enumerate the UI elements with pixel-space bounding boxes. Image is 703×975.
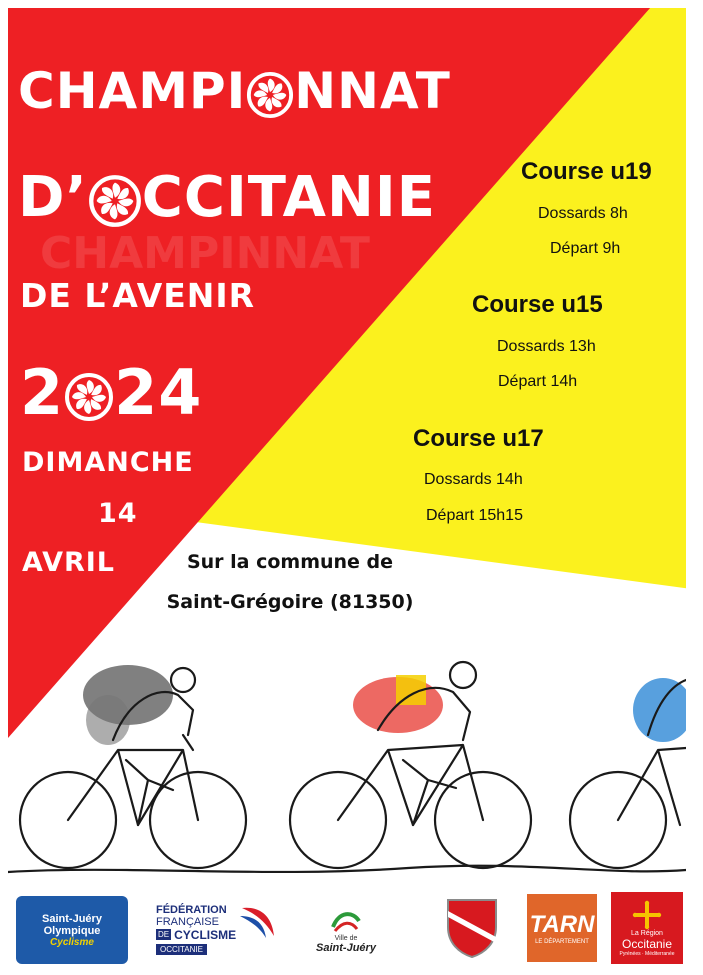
- course-u17-name: Course u17: [413, 425, 544, 452]
- wheel-o-icon: [88, 174, 142, 228]
- ville-logo: Ville de Saint-Juéry: [306, 896, 386, 964]
- course-u15-bibs: Dossards 13h: [497, 338, 596, 355]
- tarn-logo: TARN LE DÉPARTEMENT: [527, 894, 597, 962]
- cyclists-illustration: [8, 640, 686, 890]
- federation-logo: FÉDÉRATION FRANÇAISE DE CYCLISME OCCITANIE: [156, 896, 274, 962]
- event-date: 14: [98, 498, 138, 529]
- title-line-2: D’ CCITANIE: [18, 165, 436, 230]
- course-u17-start: Départ 15h15: [426, 507, 523, 524]
- year: 2 24: [20, 356, 203, 429]
- title-line-1: CHAMPI NNAT: [18, 62, 451, 120]
- course-u19-bibs: Dossards 8h: [538, 205, 628, 222]
- club-logo: Saint-Juéry Olympique Cyclisme: [16, 896, 128, 964]
- sponsor-logos: [8, 888, 686, 968]
- red-shield-icon: [445, 897, 499, 959]
- location-line-1: Sur la commune de: [186, 551, 394, 573]
- occitan-cross-icon: [632, 900, 662, 930]
- wheel-o-icon: [246, 71, 294, 119]
- ghost-title-echo: CHAMPINNAT: [40, 228, 370, 279]
- subtitle: DE L’AVENIR: [20, 276, 256, 315]
- course-u15-start: Départ 14h: [498, 373, 578, 390]
- course-u17-bibs: Dossards 14h: [424, 471, 523, 488]
- course-u19-name: Course u19: [521, 158, 652, 185]
- course-u15-name: Course u15: [472, 291, 603, 318]
- event-month: AVRIL: [22, 547, 116, 578]
- course-u19-start: Départ 9h: [550, 240, 621, 257]
- event-day: DIMANCHE: [22, 447, 194, 478]
- shield-logo: [442, 894, 502, 962]
- ffc-swoosh-icon: [238, 902, 278, 942]
- ville-emblem-icon: [329, 907, 363, 935]
- wheel-zero-icon: [64, 372, 114, 422]
- region-logo: La Région Occitanie Pyrénées · Méditerranée: [611, 892, 683, 964]
- location-line-2: Saint-Grégoire (81350): [166, 591, 414, 613]
